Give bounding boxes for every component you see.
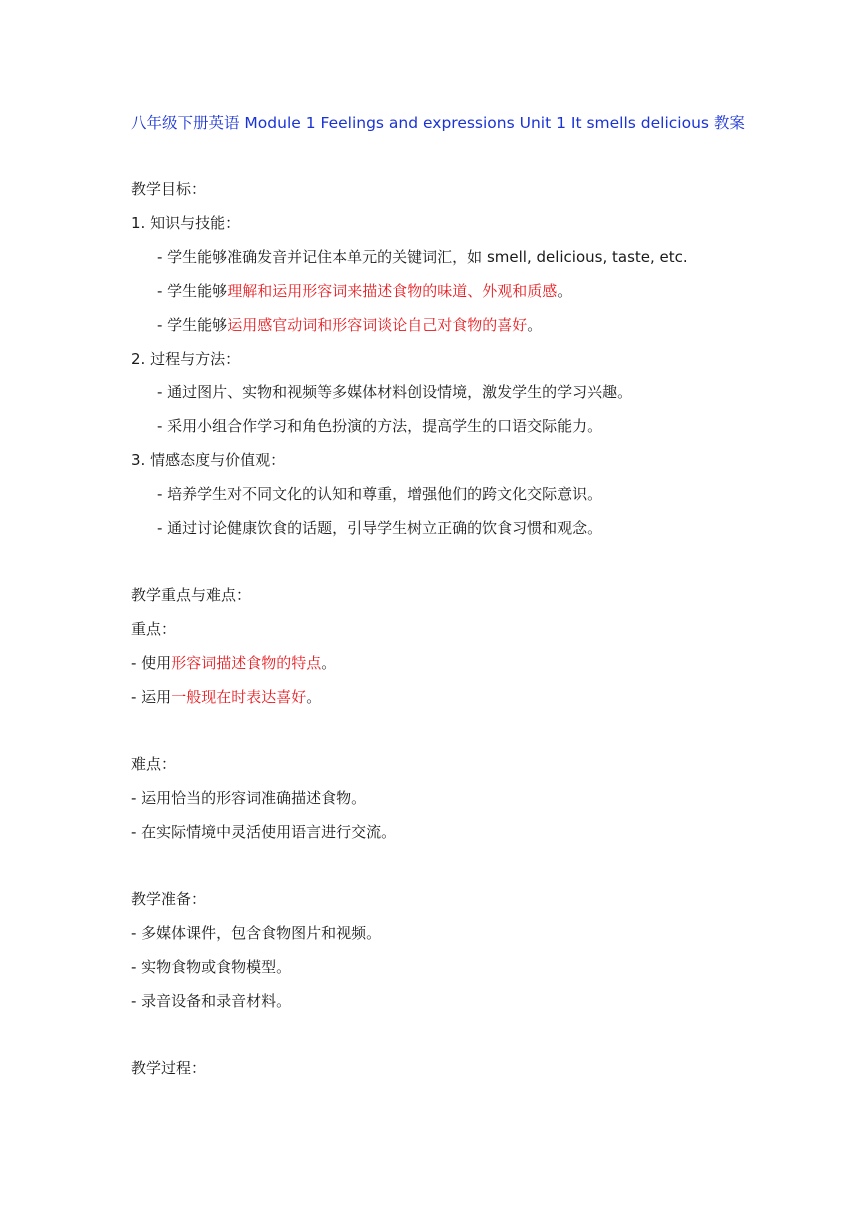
process-heading: 教学过程： <box>131 1059 207 1077</box>
difficulty-item: - 运用恰当的形容词准确描述食物。 <box>131 789 367 807</box>
objective-item: - 学生能够运用感官动词和形容词谈论自己对食物的喜好。 <box>157 316 543 334</box>
objective-item: - 通过图片、实物和视频等多媒体材料创设情境，激发学生的学习兴趣。 <box>157 383 633 401</box>
preparation-heading: 教学准备： <box>131 890 207 908</box>
preparation-item: - 多媒体课件，包含食物图片和视频。 <box>131 924 382 942</box>
difficulty-heading: 难点： <box>131 755 177 773</box>
objective-item: - 学生能够理解和运用形容词来描述食物的味道、外观和质感。 <box>157 282 573 300</box>
highlight-text: 形容词描述食物的特点 <box>171 654 322 672</box>
highlight-text: 一般现在时表达喜好 <box>171 688 307 706</box>
highlight-text: 理解和运用形容词来描述食物的味道、外观和质感 <box>227 282 558 300</box>
attitudes-heading: 3. 情感态度与价值观： <box>131 451 286 469</box>
objective-item: - 培养学生对不同文化的认知和尊重，增强他们的跨文化交际意识。 <box>157 485 603 503</box>
objective-item: - 通过讨论健康饮食的话题，引导学生树立正确的饮食习惯和观念。 <box>157 519 603 537</box>
process-methods-heading: 2. 过程与方法： <box>131 350 241 368</box>
focus-item: - 使用形容词描述食物的特点。 <box>131 654 337 672</box>
objective-item: - 采用小组合作学习和角色扮演的方法，提高学生的口语交际能力。 <box>157 417 603 435</box>
document-title: 八年级下册英语 Module 1 Feelings and expressions Unit 1 It smells delicious 教案 <box>131 114 745 132</box>
preparation-item: - 录音设备和录音材料。 <box>131 992 292 1010</box>
focus-heading: 重点： <box>131 620 177 638</box>
knowledge-skills-heading: 1. 知识与技能： <box>131 214 241 232</box>
keypoints-heading: 教学重点与难点： <box>131 586 252 604</box>
focus-item: - 运用一般现在时表达喜好。 <box>131 688 322 706</box>
objective-item: - 学生能够准确发音并记住本单元的关键词汇，如 smell, delicious, taste, etc. <box>157 248 688 266</box>
highlight-text: 运用感官动词和形容词谈论自己对食物的喜好 <box>227 316 528 334</box>
objectives-heading: 教学目标： <box>131 180 207 198</box>
difficulty-item: - 在实际情境中灵活使用语言进行交流。 <box>131 823 397 841</box>
preparation-item: - 实物食物或食物模型。 <box>131 958 292 976</box>
